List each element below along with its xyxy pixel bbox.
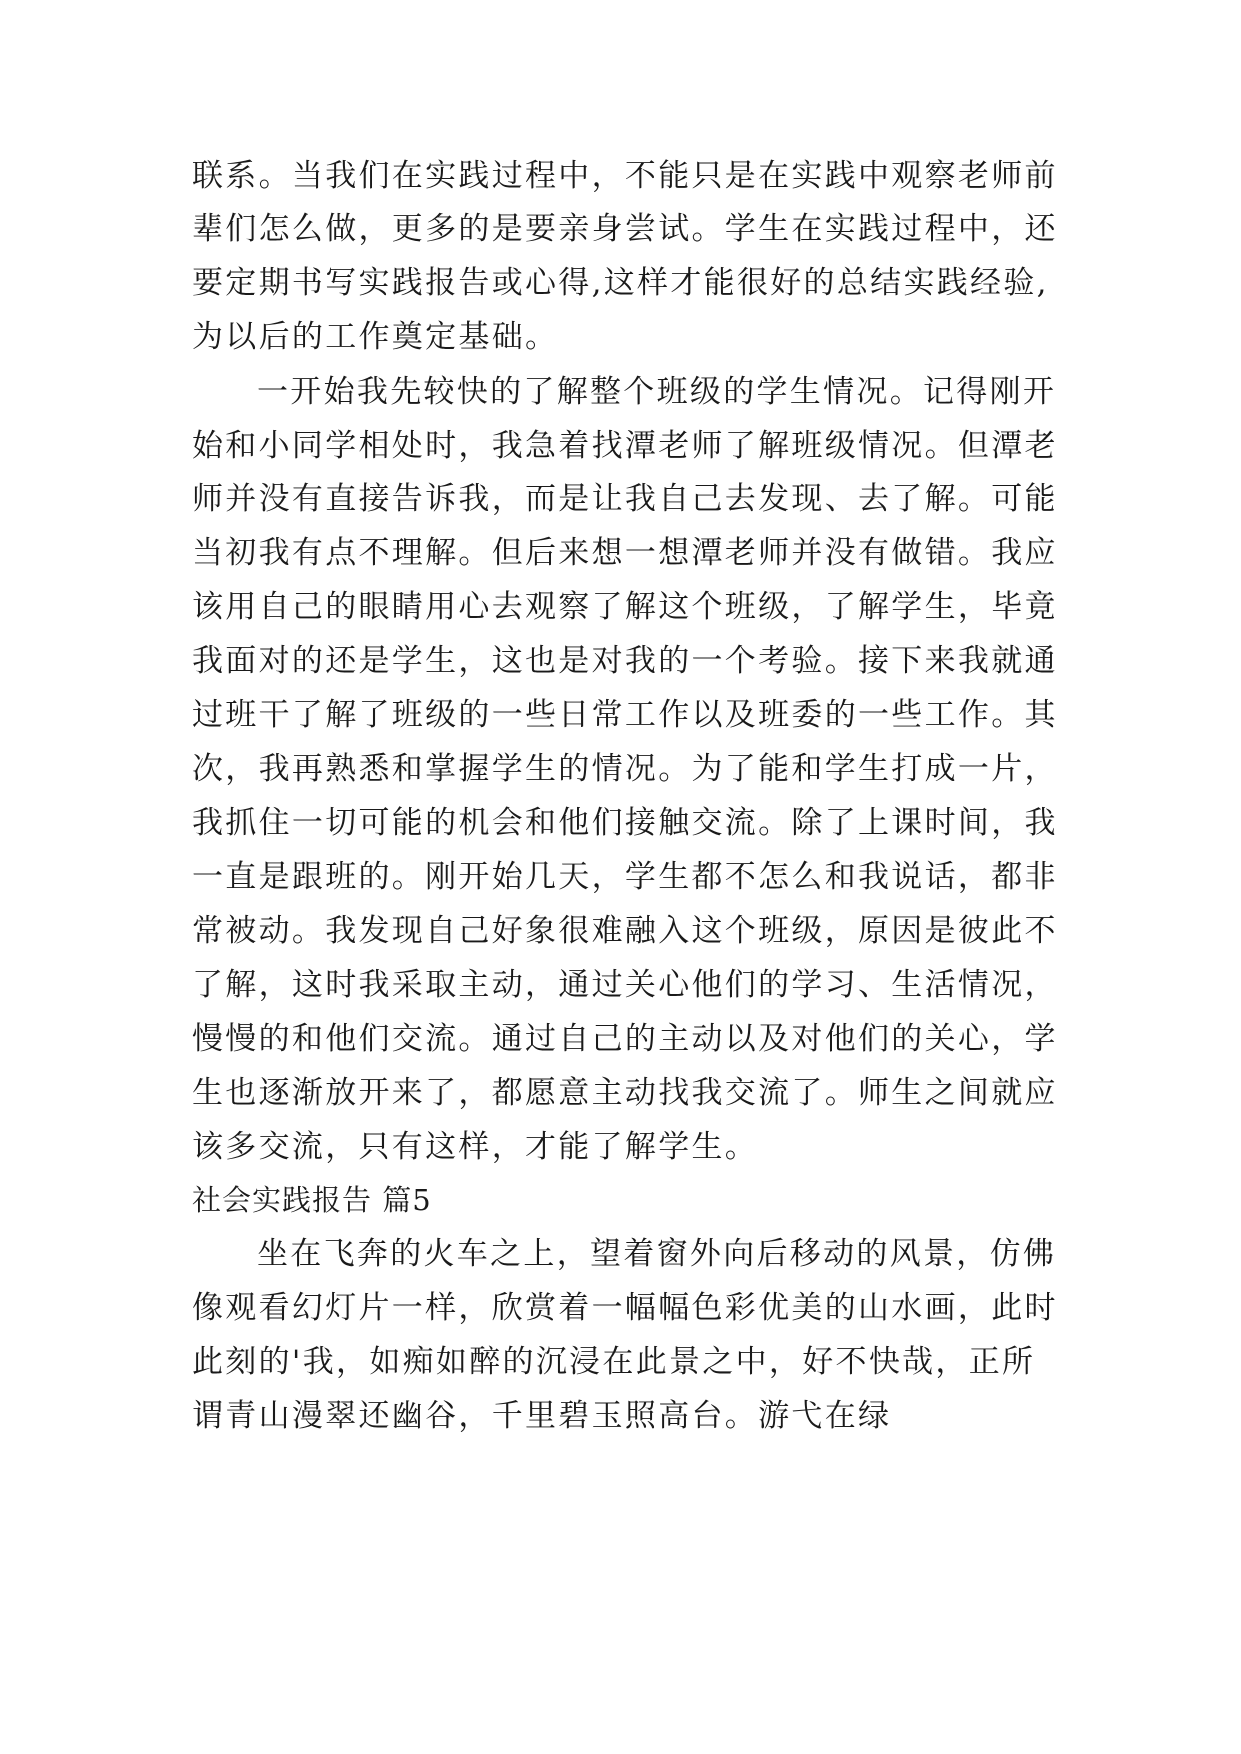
text-line: 辈们怎么做，更多的是要亲身尝试。学生在实践过程中，还: [192, 211, 1058, 247]
text-line: 我面对的还是学生，这也是对我的一个考验。接下来我就通: [192, 643, 1058, 679]
text-line: 该用自己的眼睛用心去观察了解这个班级，了解学生，毕竟: [192, 589, 1058, 625]
text-line: 我抓住一切可能的机会和他们接触交流。除了上课时间，我: [192, 805, 1058, 841]
paragraph-start-line: 一开始我先较快的了解整个班级的学生情况。记得刚开: [257, 374, 1057, 410]
text-line: 像观看幻灯片一样，欣赏着一幅幅色彩优美的山水画，此时: [192, 1290, 1058, 1326]
text-line: 此刻的'我，如痴如醉的沉浸在此景之中，好不快哉，正所: [192, 1344, 1036, 1380]
text-line: 谓青山漫翠还幽谷，千里碧玉照高台。游弋在绿: [192, 1398, 892, 1434]
text-line: 慢慢的和他们交流。通过自己的主动以及对他们的关心，学: [192, 1021, 1058, 1057]
text-line: 过班干了解了班级的一些日常工作以及班委的一些工作。其: [192, 697, 1058, 733]
text-line: 生也逐渐放开来了，都愿意主动找我交流了。师生之间就应: [192, 1075, 1058, 1111]
text-line: 要定期书写实践报告或心得,这样才能很好的总结实践经验,: [192, 265, 1049, 301]
paragraph-start-line: 坐在飞奔的火车之上，望着窗外向后移动的风景，仿佛: [257, 1236, 1057, 1272]
text-line: 次，我再熟悉和掌握学生的情况。为了能和学生打成一片，: [192, 751, 1058, 787]
text-line: 为以后的工作奠定基础。: [192, 319, 559, 355]
text-line: 师并没有直接告诉我，而是让我自己去发现、去了解。可能: [192, 481, 1058, 517]
text-line: 该多交流，只有这样，才能了解学生。: [192, 1129, 759, 1165]
text-line: 常被动。我发现自己好象很难融入这个班级，原因是彼此不: [192, 913, 1058, 949]
text-line: 当初我有点不理解。但后来想一想潭老师并没有做错。我应: [192, 535, 1058, 571]
text-line: 一直是跟班的。刚开始几天，学生都不怎么和我说话，都非: [192, 859, 1058, 895]
text-line: 联系。当我们在实践过程中，不能只是在实践中观察老师前: [192, 158, 1058, 194]
text-line: 了解，这时我采取主动，通过关心他们的学习、生活情况，: [192, 967, 1058, 1003]
text-line: 始和小同学相处时，我急着找潭老师了解班级情况。但潭老: [192, 428, 1058, 464]
section-heading: 社会实践报告 篇5: [192, 1183, 432, 1217]
